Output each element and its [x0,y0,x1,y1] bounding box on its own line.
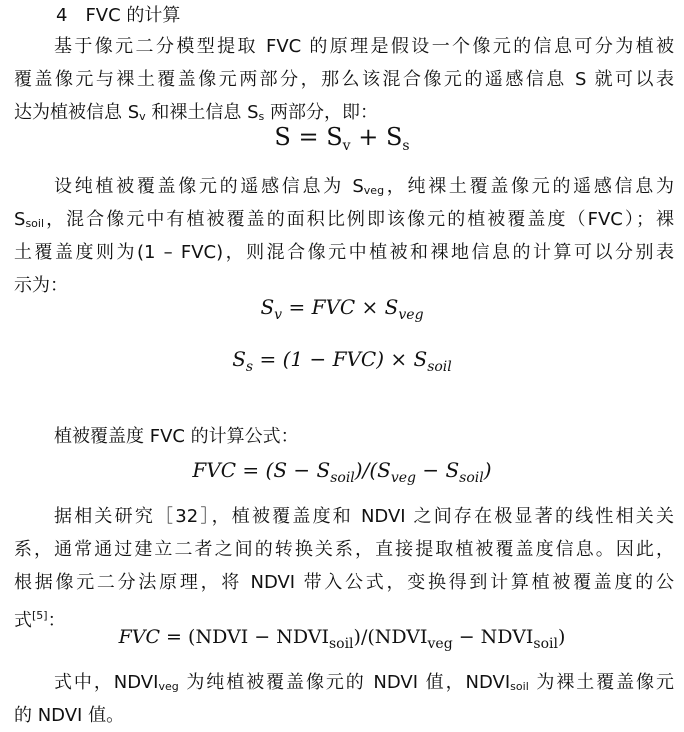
section-heading [56,4,180,28]
text-line: 的 NDVI 值。 [14,705,125,726]
text-line: 植被覆盖度 FVC 的计算公式： [54,426,299,447]
text-line: 据相关研究［32］，植被覆盖度和 NDVI 之间存在极显著的线性相关关 [54,506,674,527]
paragraph-3 [14,420,674,453]
text-line: 设纯植被覆盖像元的遥感信息为 Sveg，纯裸土覆盖像元的遥感信息为 [54,176,674,197]
text-line: 根据像元二分法原理，将 NDVI 带入公式，变换得到计算植被覆盖度的公 [14,572,674,593]
text-line: 土覆盖度则为(1 – FVC)，则混合像元中植被和裸地信息的计算可以分别表 [14,242,674,263]
paragraph-4 [14,500,674,632]
text-line: Ssoil，混合像元中有植被覆盖的面积比例即该像元的植被覆盖度（FVC）；裸 [14,209,674,230]
section-title: FVC 的计算 [85,5,181,26]
text-line: 覆盖像元与裸土覆盖像元两部分，那么该混合像元的遥感信息 S 就可以表 [14,69,674,90]
text-line: 达为植被信息 Sv 和裸土信息 Ss 两部分，即： [14,102,379,123]
text-line: 示为： [14,275,68,296]
text-line: 式[5]： [14,609,66,631]
equation-1: $S = S_v + S_s$ [274,123,410,154]
paragraph-5 [14,666,674,732]
section-number: 4 [56,5,68,26]
text-line: 基于像元二分模型提取 FVC 的原理是假设一个像元的信息可分为植被 [54,36,674,57]
equation-2: $S_v$ = FVC × $S_{veg}$ [260,295,424,323]
text-line: 系，通常通过建立二者之间的转换关系，直接提取植被覆盖度信息。因此， [14,539,674,560]
equation-5: FVC = (NDVI − $NDVI_{soil})/(NDVI_{veg}$ − $NDVI_{soil}$) [118,626,566,652]
paragraph-1 [14,30,674,129]
paragraph-2 [14,170,674,302]
equation-4: FVC = $(S - S_{soil})/(S_{veg} - S_{soil})$ [192,458,492,486]
equation-3: $S_s = (1 - FVC) \times S_{soil}$ [232,347,452,375]
text-line: 式中，NDVIveg 为纯植被覆盖像元的 NDVI 值，NDVIsoil 为裸土覆盖像元 [54,672,674,693]
